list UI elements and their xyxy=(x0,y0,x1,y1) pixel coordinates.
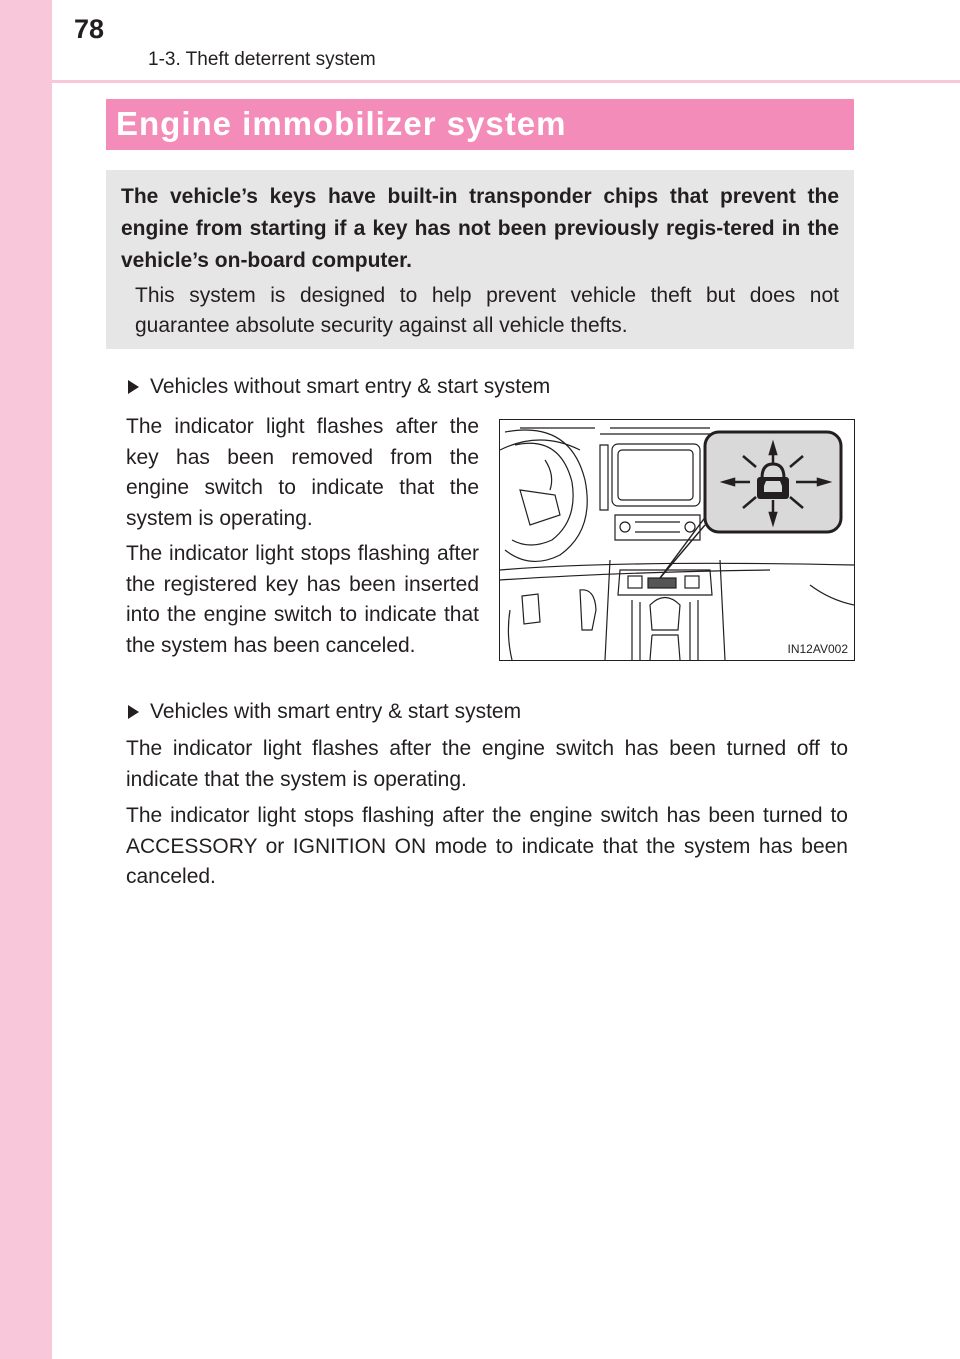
paragraph: The indicator light stops flashing after the registered key has been inserted into the engine switch to indicate that the system has been canceled. xyxy=(126,542,479,657)
intro-lead: The vehicle’s keys have built-in transponder chips that prevent the engine from starting if a key has not been previously regis-tered in the vehicle’s on-board computer. xyxy=(121,185,839,272)
section-heading-with-smart-entry xyxy=(128,698,521,726)
paragraph: The indicator light stops flashing after the engine switch has been turned to ACCESSORY or IGNITION ON mode to indicate that the system has been canceled. xyxy=(126,804,848,888)
section-heading-text: Vehicles with smart entry & start system xyxy=(150,700,522,723)
margin-band xyxy=(0,0,52,1359)
dashboard-drawing xyxy=(500,420,854,660)
section-heading-text: Vehicles without smart entry & start system xyxy=(150,375,551,398)
section-heading-without-smart-entry xyxy=(128,373,550,401)
intro-note: This system is designed to help prevent vehicle theft but does not guarantee absolute security against all vehicle thefts. xyxy=(135,284,839,337)
dashboard-illustration xyxy=(499,419,855,661)
triangle-bullet-icon xyxy=(128,705,139,719)
section-header: 1-3. Theft deterrent system xyxy=(148,49,376,70)
page-number: 78 xyxy=(74,14,105,44)
triangle-bullet-icon xyxy=(128,380,139,394)
title-bar xyxy=(106,99,854,150)
page-title: Engine immobilizer system xyxy=(116,105,567,142)
paragraph: The indicator light flashes after the key has been removed from the engine switch to indicate that the system is operating. xyxy=(126,415,479,530)
paragraph: The indicator light flashes after the engine switch has been turned off to indicate that the system is operating. xyxy=(126,737,848,791)
intro-box xyxy=(106,170,854,349)
header-rule xyxy=(52,80,960,83)
figure-code: IN12AV002 xyxy=(787,642,848,656)
